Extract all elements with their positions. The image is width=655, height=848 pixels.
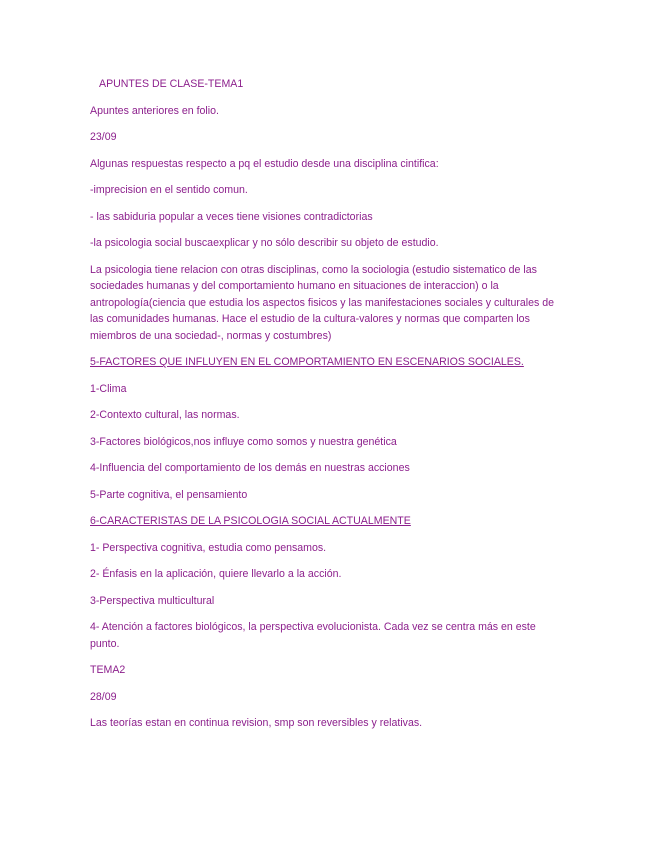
date-2: 28/09	[90, 690, 117, 703]
characteristic-item: 1- Perspectiva cognitiva, estudia como pensamos.	[90, 541, 327, 554]
characteristic-item: 4- Atención a factores biológicos, la perspectiva evolucionista. Cada vez se centra más en este punto.	[90, 621, 536, 650]
question-text: Algunas respuestas respecto a pq el estudio desde una disciplina cintifica:	[90, 157, 439, 170]
bullet-item: - las sabiduria popular a veces tiene visiones contradictorias	[90, 210, 373, 223]
closing-text: Las teorías estan en continua revision, smp son reversibles y relativas.	[90, 717, 423, 729]
document-title: APUNTES DE CLASE-TEMA1	[99, 78, 244, 90]
intro-text: Apuntes anteriores en folio.	[90, 104, 219, 117]
body-paragraph: La psicologia tiene relacion con otras disciplinas, como la sociologia (estudio sistematico de las sociedades humanas y del comportamiento humano en situaciones de interaccion) o la antropología(ciencia que estudia los aspectos fisicos y las manifestaciones sociales y culturales de las comunidades humanas. Hace el estudio de la cultura-valores y normas que comparten los miembros de una sociedad-, normas y costumbres)	[90, 263, 555, 342]
factor-item: 3-Factores biológicos,nos influye como somos y nuestra genética	[90, 435, 397, 448]
date-1: 23/09	[90, 131, 117, 143]
factor-item: 2-Contexto cultural, las normas.	[90, 409, 240, 421]
bullet-item: -imprecision en el sentido comun.	[90, 184, 248, 196]
characteristic-item: 3-Perspectiva multicultural	[90, 594, 215, 607]
factor-item: 4-Influencia del comportamiento de los demás en nuestras acciones	[90, 462, 410, 474]
section-title-tema2: TEMA2	[90, 664, 126, 676]
factor-item: 1-Clima	[90, 382, 127, 395]
section-heading-factors: 5-FACTORES QUE INFLUYEN EN EL COMPORTAMIENTO EN ESCENARIOS SOCIALES.	[90, 356, 524, 368]
factor-item: 5-Parte cognitiva, el pensamiento	[90, 488, 248, 501]
document-body	[90, 76, 560, 742]
characteristic-item: 2- Énfasis en la aplicación, quiere llevarlo a la acción.	[90, 568, 342, 580]
bullet-item: -la psicologia social buscaexplicar y no sólo describir su objeto de estudio.	[90, 237, 439, 249]
section-heading-characteristics: 6-CARACTERISTAS DE LA PSICOLOGIA SOCIAL ACTUALMENTE	[90, 515, 411, 527]
